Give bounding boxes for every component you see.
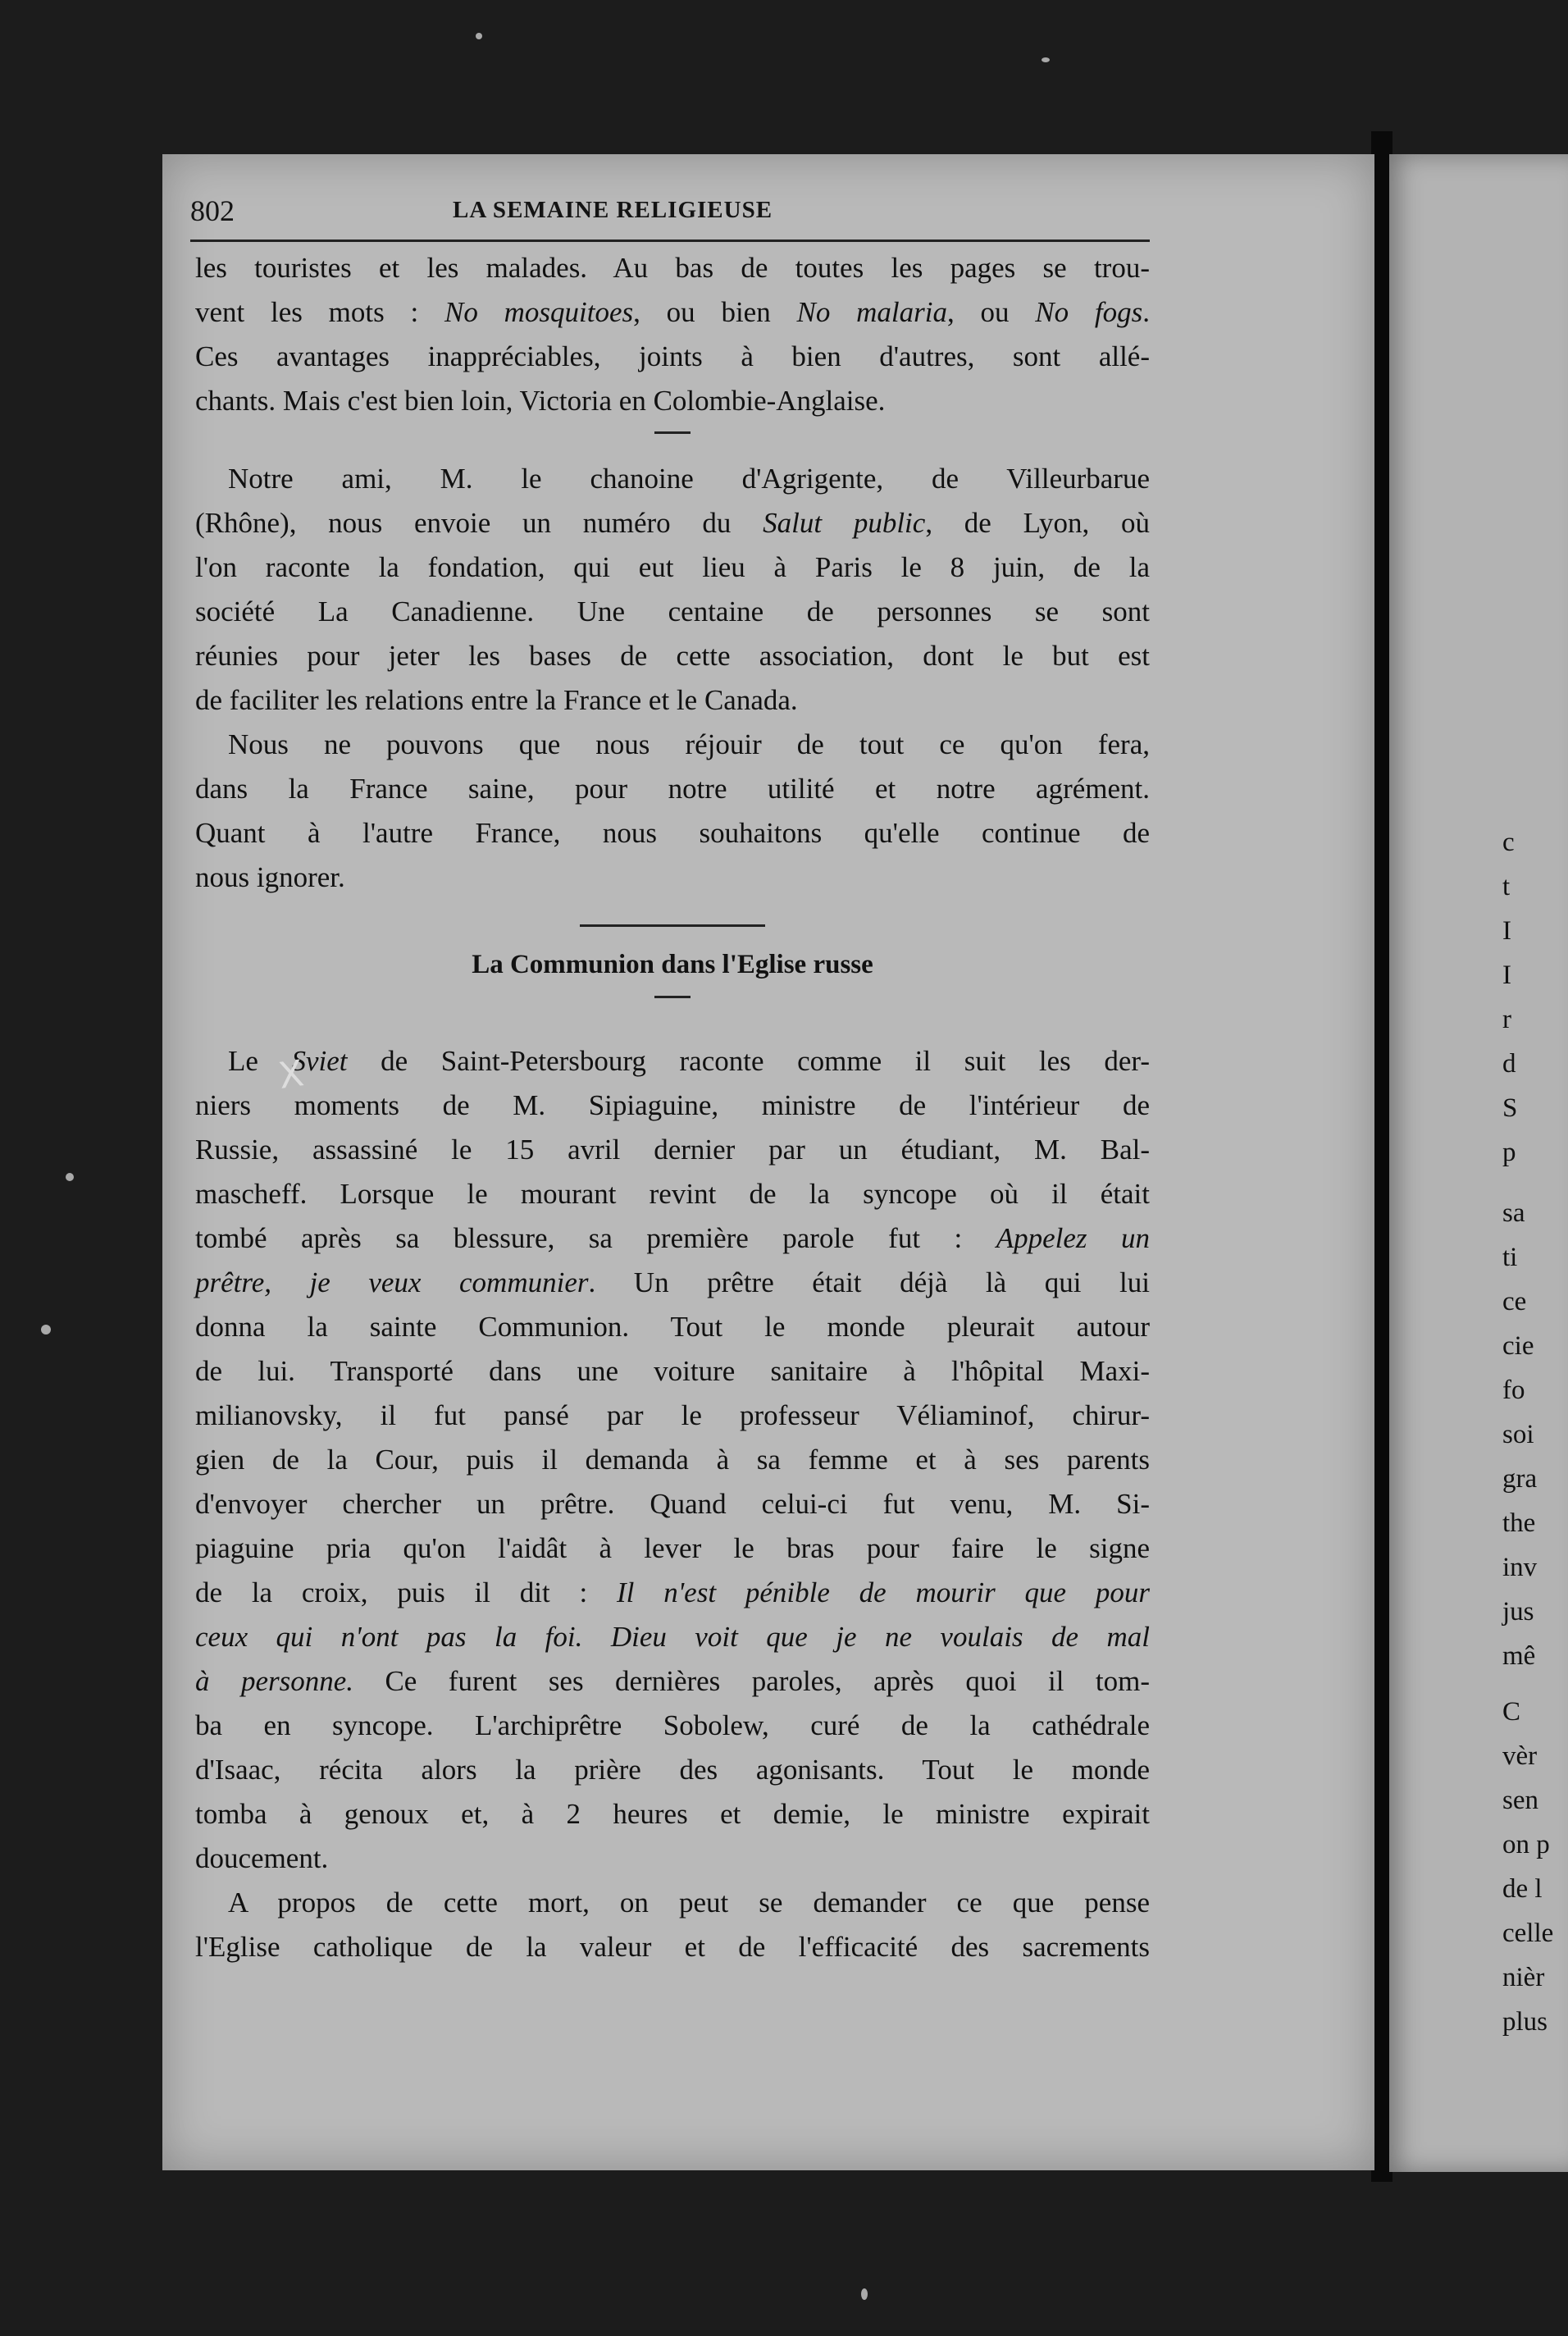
section-title: La Communion dans l'Eglise russe [472,950,873,979]
page-number: 802 [190,194,235,227]
facing-page-fragment: de l [1502,1874,1543,1904]
text-line: donna la sainte Communion. Tout le monde pleurait autour [195,1311,1150,1343]
facing-page-fragment: inv [1502,1553,1538,1582]
italic-phrase: à personne. [195,1665,354,1697]
section-rule [580,924,765,927]
text-line: Quant à l'autre France, nous souhaitons qu'elle continue de [195,817,1150,849]
text-line: Notre ami, M. le chanoine d'Agrigente, de Villeurbarue [228,463,1150,495]
facing-page-fragment: cie [1502,1331,1534,1361]
facing-page-fragment: t [1502,872,1511,901]
text-line: Russie, assassiné le 15 avril dernier par un étudiant, M. Bal- [195,1134,1150,1166]
text-line: milianovsky, il fut pansé par le professeur Véliaminof, chirur- [195,1399,1150,1431]
text-line: à personne. Ce furent ses dernières paroles, après quoi il tom- [195,1665,1150,1697]
italic-phrase: Il n'est pénible de mourir que pour [617,1576,1150,1608]
text-line: prêtre, je veux communier. Un prêtre était déjà là qui lui [195,1266,1150,1298]
text-line: nous ignorer. [195,861,345,893]
text-line: piaguine pria qu'on l'aidât à lever le bras pour faire le signe [195,1532,1150,1564]
facing-page-fragment: r [1502,1005,1511,1034]
text-line: mascheff. Lorsque le mourant revint de la syncope où il était [195,1178,1150,1210]
text-line: réunies pour jeter les bases de cette association, dont le but est [195,640,1150,672]
text-line [195,1615,1150,1659]
facing-page-fragment: plus [1502,2007,1548,2037]
facing-page-fragment: S [1502,1093,1518,1123]
text-line: société La Canadienne. Une centaine de personnes se sont [195,595,1150,627]
italic-phrase: No malaria [796,296,947,328]
text-line: doucement. [195,1842,329,1874]
text-line: Nous ne pouvons que nous réjouir de tout ce qu'on fera, [228,728,1150,760]
text-line: ba en syncope. L'archiprêtre Sobolew, curé de la cathédrale [195,1709,1150,1741]
text-line: A propos de cette mort, on peut se demander ce que pense [228,1887,1150,1919]
text-line: de lui. Transporté dans une voiture sanitaire à l'hôpital Maxi- [195,1355,1150,1387]
film-speck [861,2288,868,2300]
facing-page-fragment: nièr [1502,1963,1545,1992]
text-line: niers moments de M. Sipiaguine, ministre de l'intérieur de [195,1089,1150,1121]
text-line: l'Eglise catholique de la valeur et de l'efficacité des sacrements [195,1931,1150,1963]
facing-page-fragment: mê [1502,1641,1536,1671]
film-speck [476,33,482,39]
facing-page-fragment: d [1502,1049,1516,1079]
facing-page-fragment: sa [1502,1198,1525,1228]
facing-page-fragment: p [1502,1138,1516,1167]
running-head [190,194,1150,235]
italic-phrase: prêtre, je veux communier [195,1266,589,1298]
facing-page-fragment: jus [1502,1597,1534,1627]
facing-page-fragment: fo [1502,1376,1525,1405]
italic-phrase: Appelez un [996,1222,1150,1254]
text-line: vent les mots : No mosquitoes, ou bien No malaria, ou No fogs. [195,296,1150,328]
facing-page-fragment: C [1502,1697,1521,1727]
facing-page-fragment: celle [1502,1919,1554,1948]
text-line: Le Sviet de Saint-Petersbourg raconte comme il suit les der- [228,1045,1150,1077]
margin-mark: X [276,1052,307,1097]
text-line: d'envoyer chercher un prêtre. Quand celui-ci fut venu, M. Si- [195,1488,1150,1520]
facing-page-fragment: gra [1502,1464,1538,1494]
facing-page-fragment: I [1502,916,1511,946]
facing-page-fragment: I [1502,960,1511,990]
facing-page-fragment: vèr [1502,1741,1538,1771]
text-line: l'on raconte la fondation, qui eut lieu à Paris le 8 juin, de la [195,551,1150,583]
text-line: de la croix, puis il dit : Il n'est pénible de mourir que pour [195,1576,1150,1608]
facing-page-fragment: the [1502,1508,1536,1538]
facing-page-fragment: sen [1502,1786,1538,1815]
text-line: Ces avantages inappréciables, joints à bien d'autres, sont allé- [195,340,1150,372]
journal-title: LA SEMAINE RELIGIEUSE [453,197,773,223]
film-speck [1042,57,1050,62]
facing-page-fragment: ce [1502,1287,1527,1316]
facing-page-fragment: soi [1502,1420,1534,1449]
text-line: de faciliter les relations entre la France et le Canada. [195,684,798,716]
section-dash [654,996,691,998]
italic-phrase: ceux qui n'ont pas la foi. Dieu voit que je ne voulais de mal [195,1621,1150,1653]
section-dash [654,431,691,434]
text-line: d'Isaac, récita alors la prière des agonisants. Tout le monde [195,1754,1150,1786]
italic-phrase: No fogs [1035,296,1143,328]
facing-page-fragment: on p [1502,1830,1550,1859]
film-speck [41,1325,51,1335]
facing-page-text [1502,820,1553,2044]
film-speck [66,1173,74,1181]
text-line: chants. Mais c'est bien loin, Victoria en Colombie-Anglaise. [195,385,886,417]
text-line: dans la France saine, pour notre utilité et notre agrément. [195,773,1150,805]
text-line: (Rhône), nous envoie un numéro du Salut public, de Lyon, où [195,507,1151,539]
text-line: tombé après sa blessure, sa première parole fut : Appelez un [195,1222,1150,1254]
italic-phrase: No mosquitoes [444,296,634,328]
italic-phrase: Sviet [291,1045,348,1077]
facing-page-fragment: c [1502,828,1515,857]
header-rule [190,240,1150,242]
italic-phrase: Salut public [763,507,926,539]
body-text [195,246,1150,1969]
text-line: les touristes et les malades. Au bas de toutes les pages se trou- [195,252,1150,284]
facing-page-fragment: ti [1502,1243,1518,1272]
text-line: tomba à genoux et, à 2 heures et demie, le ministre expirait [195,1798,1150,1830]
text-line: gien de la Cour, puis il demanda à sa femme et à ses parents [195,1444,1150,1476]
